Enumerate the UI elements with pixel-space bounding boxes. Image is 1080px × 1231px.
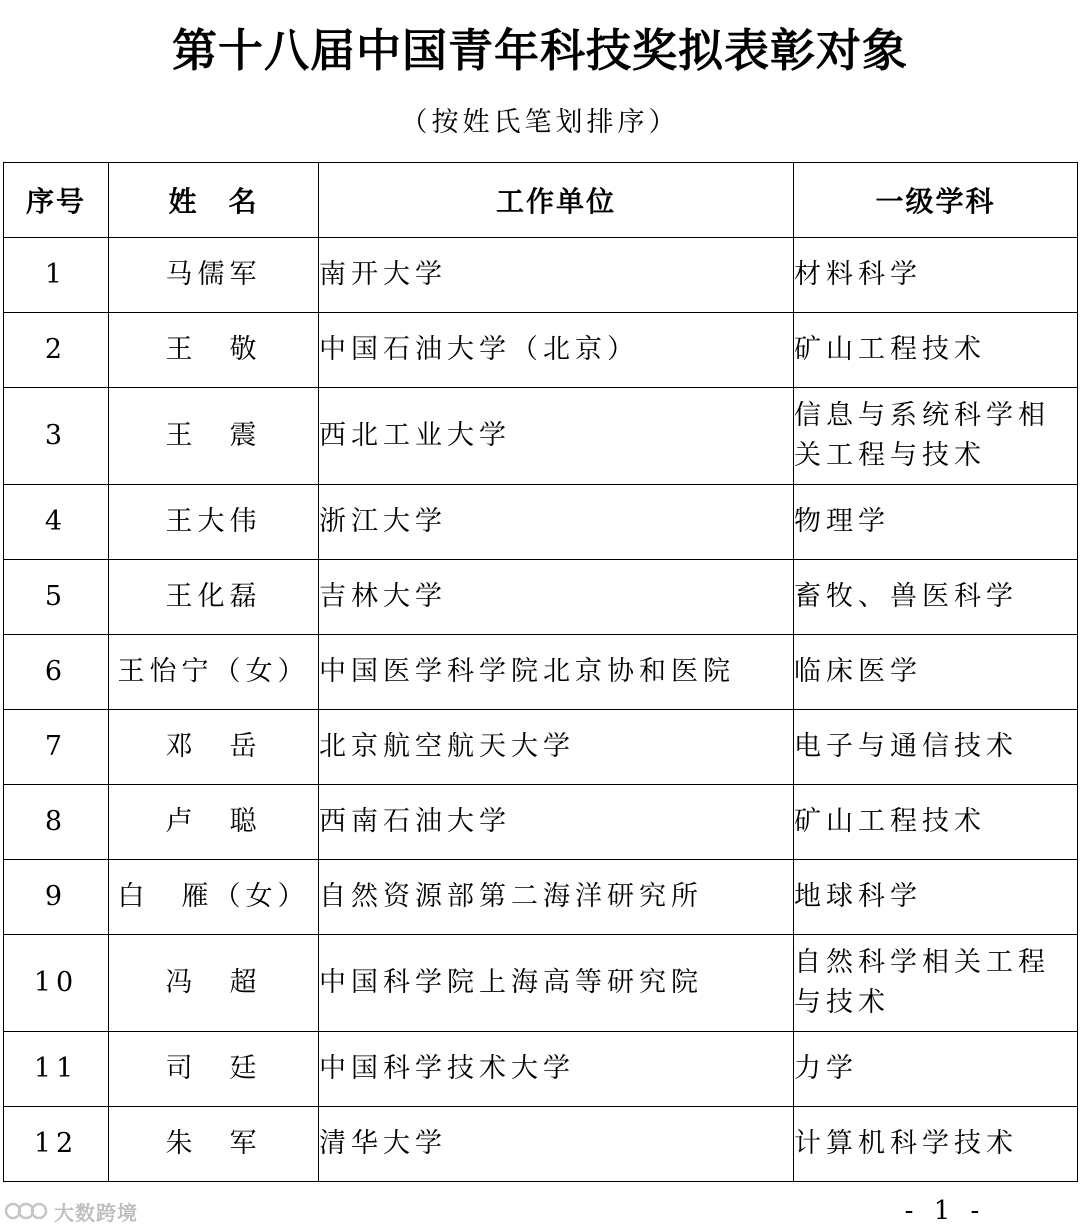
cell-no: 8 — [4, 785, 109, 860]
cell-subject: 计算机科学技术 — [794, 1107, 1078, 1182]
table-row — [4, 635, 1078, 710]
cell-subject: 地球科学 — [794, 860, 1078, 935]
cell-no: 1 — [4, 238, 109, 313]
watermark — [4, 1195, 138, 1227]
cell-subject: 临床医学 — [794, 635, 1078, 710]
cell-subject: 自然科学相关工程与技术 — [794, 935, 1078, 1032]
cell-no: 9 — [4, 860, 109, 935]
cell-no: 4 — [4, 485, 109, 560]
cell-no: 11 — [4, 1032, 109, 1107]
cell-unit: 吉林大学 — [319, 560, 794, 635]
watermark-text: 大数跨境 — [54, 1200, 138, 1225]
table-row — [4, 238, 1078, 313]
cell-subject: 物理学 — [794, 485, 1078, 560]
header-name: 姓 名 — [109, 163, 319, 238]
cell-no: 10 — [4, 935, 109, 1032]
cell-name: 邓 岳 — [109, 710, 319, 785]
table-row — [4, 935, 1078, 1032]
cell-subject: 矿山工程技术 — [794, 785, 1078, 860]
cell-subject: 畜牧、兽医科学 — [794, 560, 1078, 635]
cell-unit: 中国石油大学（北京） — [319, 313, 794, 388]
cell-unit: 自然资源部第二海洋研究所 — [319, 860, 794, 935]
cell-name: 马儒军 — [109, 238, 319, 313]
cell-name: 冯 超 — [109, 935, 319, 1032]
cell-subject: 矿山工程技术 — [794, 313, 1078, 388]
table-row — [4, 485, 1078, 560]
cell-name: 王化磊 — [109, 560, 319, 635]
cell-unit: 西北工业大学 — [319, 388, 794, 485]
cell-name: 卢 聪 — [109, 785, 319, 860]
table-row — [4, 785, 1078, 860]
cell-unit: 北京航空航天大学 — [319, 710, 794, 785]
cell-unit: 中国科学院上海高等研究院 — [319, 935, 794, 1032]
cell-no: 6 — [4, 635, 109, 710]
header-unit: 工作单位 — [319, 163, 794, 238]
cell-unit: 西南石油大学 — [319, 785, 794, 860]
table-row — [4, 860, 1078, 935]
awardee-table — [3, 162, 1078, 1182]
cell-name: 王大伟 — [109, 485, 319, 560]
table-row — [4, 388, 1078, 485]
table-row — [4, 560, 1078, 635]
brand-logo-icon — [4, 1198, 48, 1224]
table-row — [4, 1032, 1078, 1107]
document-subtitle: （按姓氏笔划排序） — [400, 107, 680, 138]
cell-unit: 浙江大学 — [319, 485, 794, 560]
cell-no: 5 — [4, 560, 109, 635]
cell-name: 王 震 — [109, 388, 319, 485]
cell-no: 12 — [4, 1107, 109, 1182]
cell-subject: 材料科学 — [794, 238, 1078, 313]
cell-name: 朱 军 — [109, 1107, 319, 1182]
table-row — [4, 313, 1078, 388]
cell-unit: 中国医学科学院北京协和医院 — [319, 635, 794, 710]
table-row — [4, 710, 1078, 785]
header-no: 序号 — [4, 163, 109, 238]
cell-no: 7 — [4, 710, 109, 785]
cell-name: 王 敬 — [109, 313, 319, 388]
cell-name: 王怡宁（女） — [109, 635, 319, 710]
cell-name: 司 廷 — [109, 1032, 319, 1107]
cell-unit: 南开大学 — [319, 238, 794, 313]
cell-no: 3 — [4, 388, 109, 485]
cell-unit: 中国科学技术大学 — [319, 1032, 794, 1107]
cell-subject: 信息与系统科学相关工程与技术 — [794, 388, 1078, 485]
page-number: - 1 - — [904, 1196, 986, 1226]
cell-no: 2 — [4, 313, 109, 388]
document-title: 第十八届中国青年科技奖拟表彰对象 — [171, 24, 908, 77]
cell-name: 白 雁（女） — [109, 860, 319, 935]
header-subject: 一级学科 — [794, 163, 1078, 238]
table-header-row — [4, 163, 1078, 238]
cell-subject: 力学 — [794, 1032, 1078, 1107]
cell-unit: 清华大学 — [319, 1107, 794, 1182]
table-row — [4, 1107, 1078, 1182]
cell-subject: 电子与通信技术 — [794, 710, 1078, 785]
